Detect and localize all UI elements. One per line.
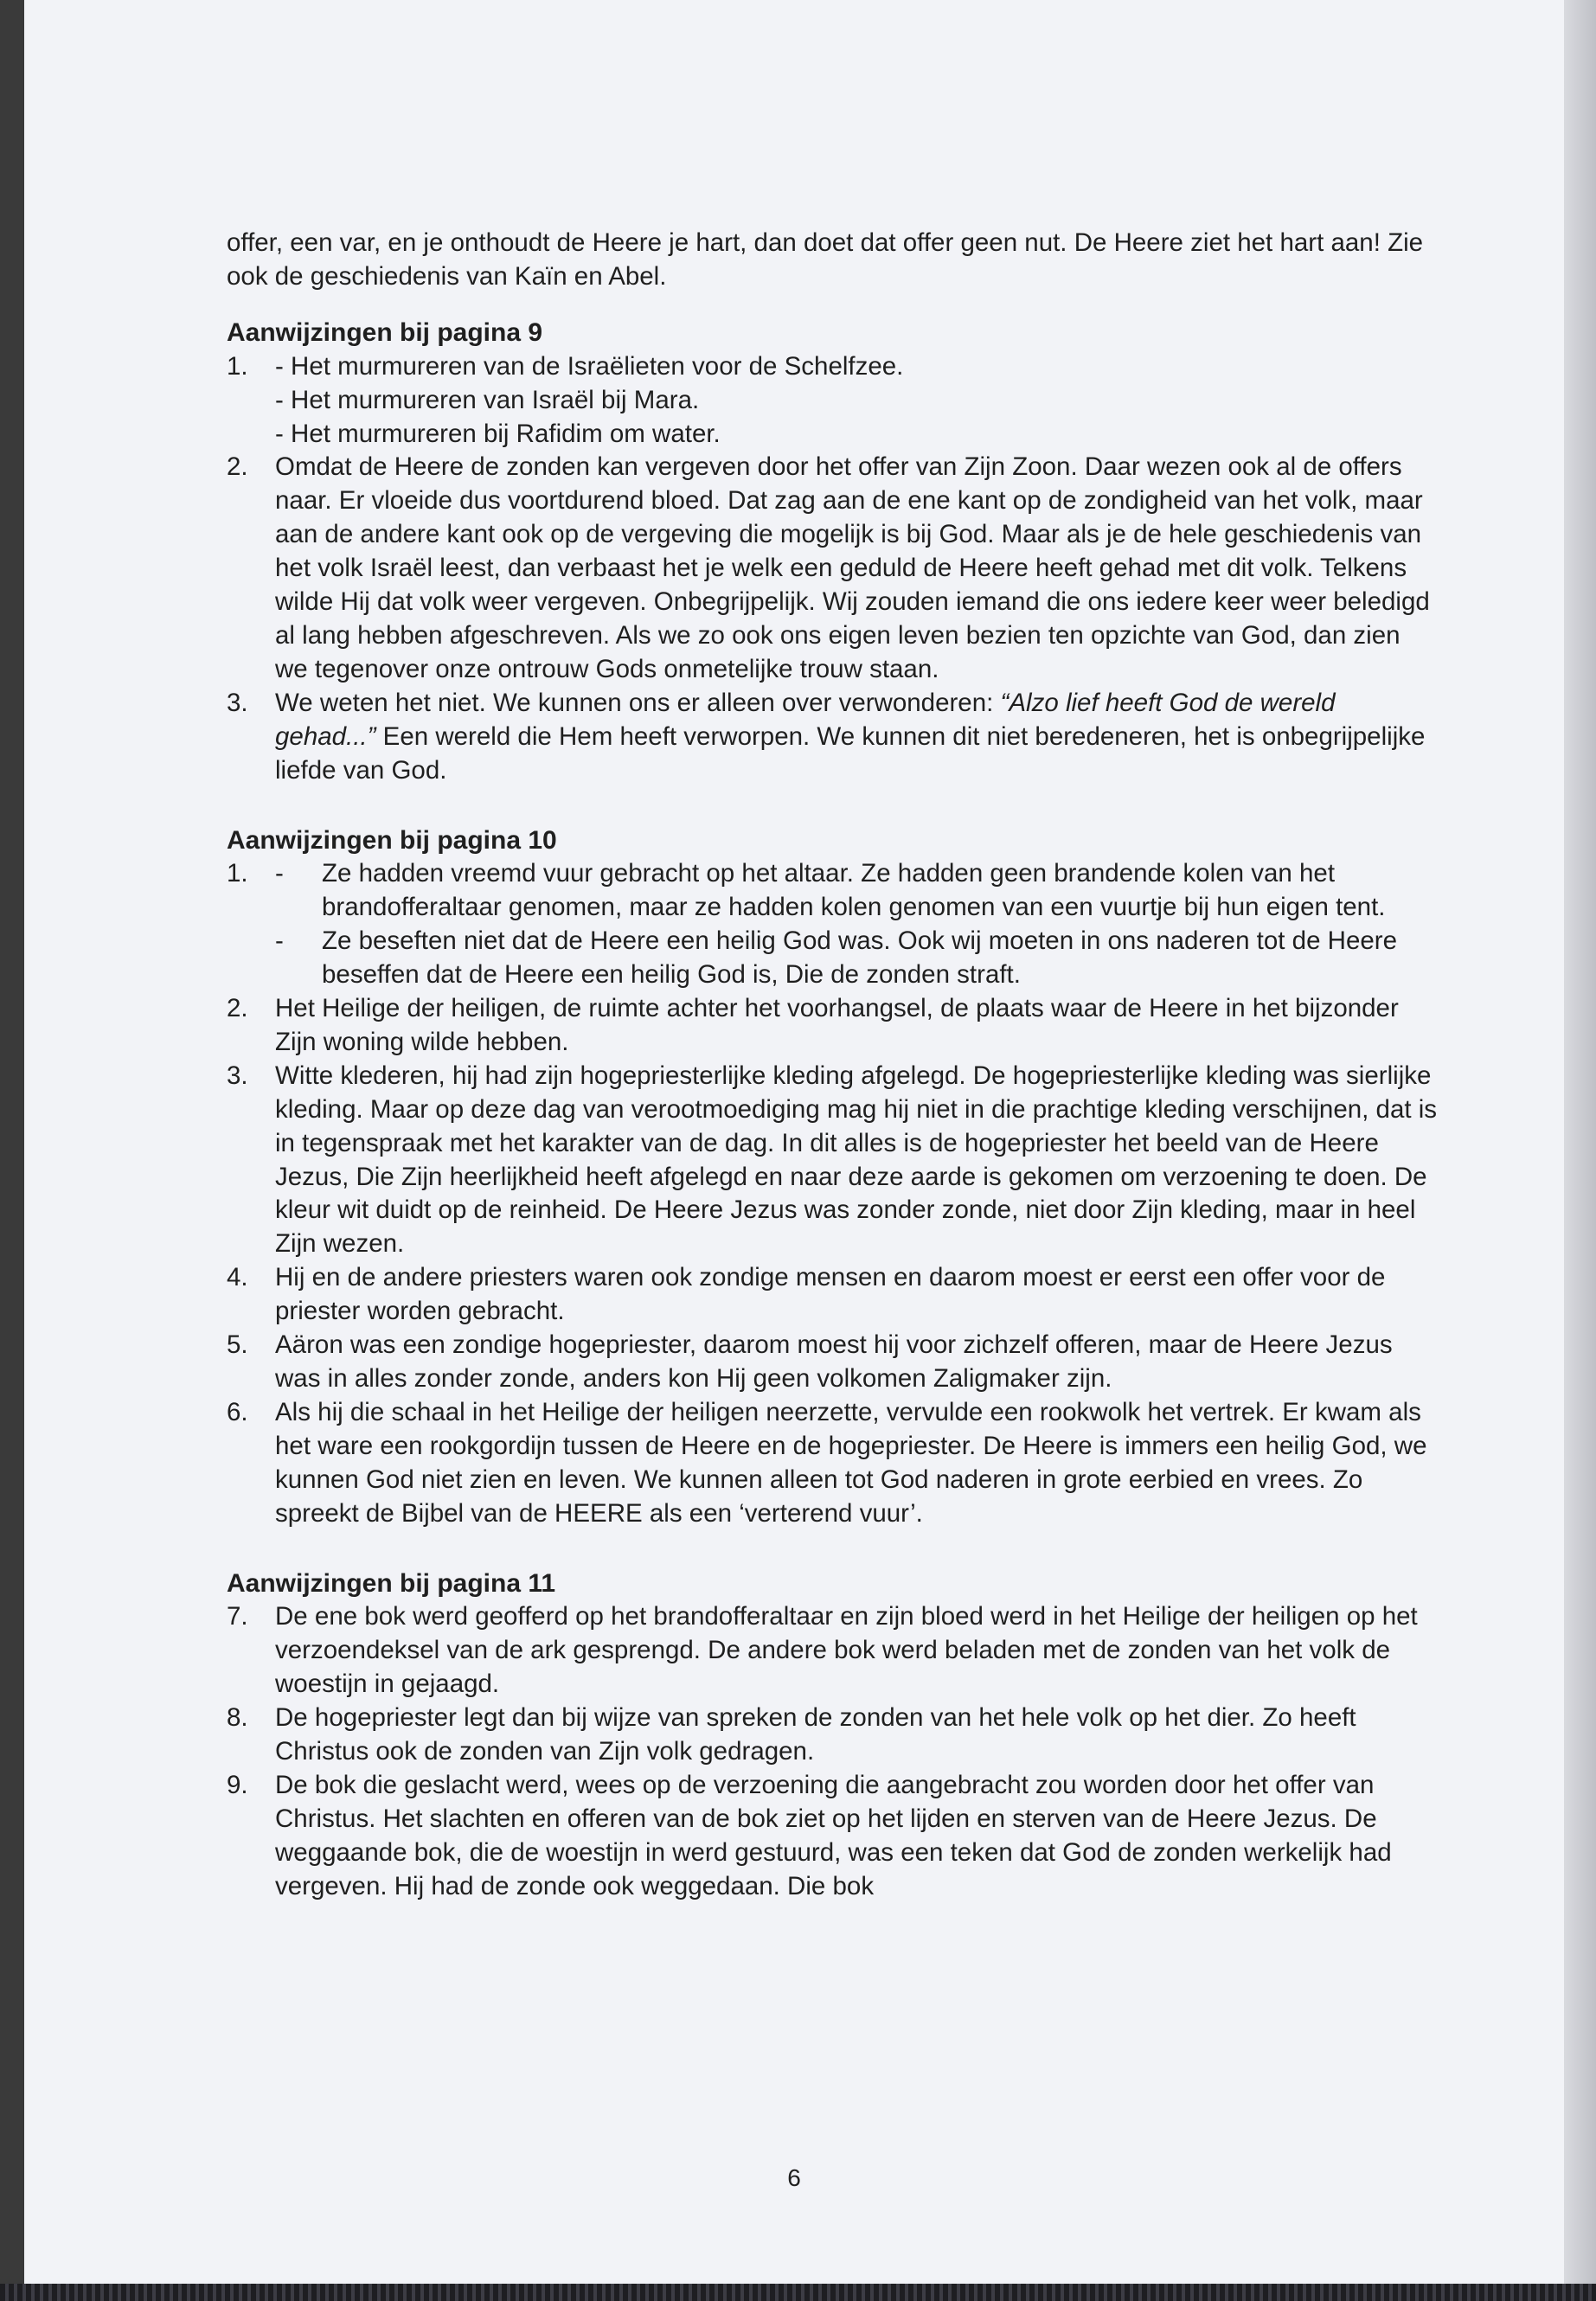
item-text: Omdat de Heere de zonden kan vergeven door het offer van Zijn Zoon. Daar wezen ook al de offers naar. Er vloeide dus voortdurend bloed. Dat zag aan de ene kant op de zondigheid van het volk, maar aan de andere kant ook op de vergeving die mogelijk is bij God. Maar als je de hele geschiedenis van het volk Israël leest, dan verbaast het je welk een geduld de Heere heeft gehad met dit volk. Telkens wilde Hij dat volk weer vergeven. Onbegrijpelijk. Wij zouden iemand die ons iedere keer weer beledigd al lang hebben afgeschreven. Als we zo ook ons eigen leven bezien ten opzichte van God, dan zien we tegenover onze ontrouw Gods onmetelijke trouw staan. <box>275 452 1430 683</box>
item-number: 1. <box>227 859 248 888</box>
page-edge-right <box>1564 0 1596 2301</box>
list-item <box>227 1396 1438 1531</box>
list-item <box>227 451 1438 686</box>
list-item <box>227 1600 1438 1702</box>
sub-item: - Ze beseften niet dat de Heere een heilig God was. Ook wij moeten in ons naderen tot de Heere beseffen dat de Heere een heilig God is, Die de zonden straft. <box>275 925 1438 992</box>
list-item <box>227 857 1438 992</box>
item-number: 9. <box>227 1770 248 1799</box>
list-item <box>227 1702 1438 1769</box>
list-item <box>227 1060 1438 1261</box>
list-line: - Het murmureren van de Israëlieten voor de Schelfzee. <box>275 351 904 381</box>
bible-quote: “Alzo lief heeft God de wereld gehad...” <box>275 688 1336 751</box>
sub-item-text: Ze hadden vreemd vuur gebracht op het altaar. Ze hadden geen brandende kolen van het brandofferaltaar genomen, maar ze hadden kolen genomen van een vuurtje bij hun eigen tent. <box>322 859 1386 922</box>
item-number: 1. <box>227 351 248 381</box>
item-number: 7. <box>227 1602 248 1631</box>
sub-item-text: Ze beseften niet dat de Heere een heilig God was. Ook wij moeten in ons naderen tot de Heere beseffen dat de Heere een heilig God is, Die de zonden straft. <box>322 926 1398 990</box>
item-number: 6. <box>227 1397 248 1426</box>
item-text-before: We weten het niet. We kunnen ons er alleen over verwonderen: <box>275 688 1001 717</box>
item-text: De ene bok werd geofferd op het brandofferaltaar en zijn bloed werd in het Heilige der heiligen op het verzoendeksel van de ark gesprengd. De andere bok werd beladen met de zonden van het volk de woestijn in gejaagd. <box>275 1602 1418 1699</box>
item-number: 3. <box>227 688 248 717</box>
item-text: De bok die geslacht werd, wees op de verzoening die aangebracht zou worden door het offer van Christus. Het slachten en offeren van de bok ziet op het lijden en sterven van de Heere Jezus. De weggaande bok, die de woestijn in werd gestuurd, was een teken dat God de zonden werkelijk had vergeven. Hij had de zonde ook weggedaan. Die bok <box>275 1770 1392 1900</box>
document-page <box>24 0 1564 2284</box>
page-content <box>227 227 1438 1904</box>
list-item <box>227 350 1438 452</box>
page-number: 6 <box>787 2164 801 2191</box>
item-text: De hogepriester legt dan bij wijze van spreken de zonden van het hele volk op het dier. Zo heeft Christus ook de zonden van Zijn volk gedragen. <box>275 1703 1356 1766</box>
section-title-pagina-10: Aanwijzingen bij pagina 10 <box>227 825 557 855</box>
item-text: Het Heilige der heiligen, de ruimte achter het voorhangsel, de plaats waar de Heere in het bijzonder Zijn woning wilde hebben. <box>275 994 1399 1056</box>
list-item <box>227 992 1438 1060</box>
list-item <box>227 1261 1438 1329</box>
list-line: - Het murmureren bij Rafidim om water. <box>275 419 721 448</box>
item-number: 8. <box>227 1703 248 1733</box>
list-line: - Het murmureren van Israël bij Mara. <box>275 385 700 414</box>
item-text: Witte klederen, hij had zijn hogepriesterlijke kleding afgelegd. De hogepriesterlijke kleding was sierlijke kleding. Maar op deze dag van verootmoediging mag hij niet in die prachtige kleding verschijnen, dat is in tegenspraak met het karakter van de dag. In dit alles is de hogepriester het beeld van de Heere Jezus, Die Zijn heerlijkheid heeft afgelegd en naar deze aarde is gekomen om verzoening te doen. De kleur wit duidt op de reinheid. De Heere Jezus was zonder zonde, niet door Zijn kleding, maar in heel Zijn wezen. <box>275 1061 1438 1259</box>
item-number: 3. <box>227 1061 248 1090</box>
item-text-after: Een wereld die Hem heeft verworpen. We kunnen dit niet beredeneren, het is onbegrijpelijke liefde van God. <box>275 721 1426 785</box>
item-number: 2. <box>227 994 248 1023</box>
section-title-pagina-9: Aanwijzingen bij pagina 9 <box>227 317 543 347</box>
section-title-pagina-11: Aanwijzingen bij pagina 11 <box>227 1568 556 1598</box>
item-number: 4. <box>227 1263 248 1292</box>
item-text: Aäron was een zondige hogepriester, daarom moest hij voor zichzelf offeren, maar de Heere Jezus was in alles zonder zonde, anders kon Hij geen volkomen Zaligmaker zijn. <box>275 1330 1393 1393</box>
sub-item: - Ze hadden vreemd vuur gebracht op het altaar. Ze hadden geen brandende kolen van het brandofferaltaar genomen, maar ze hadden kolen genomen van een vuurtje bij hun eigen tent. <box>275 857 1438 925</box>
item-text: Hij en de andere priesters waren ook zondige mensen en daarom moest er eerst een offer voor de priester worden gebracht. <box>275 1263 1386 1326</box>
item-number: 2. <box>227 452 248 482</box>
intro-paragraph: offer, een var, en je onthoudt de Heere je hart, dan doet dat offer geen nut. De Heere ziet het hart aan! Zie ook de geschiedenis van Kaïn en Abel. <box>227 228 1424 291</box>
item-text: Als hij die schaal in het Heilige der heiligen neerzette, vervulde een rookwolk het vertrek. Er kwam als het ware een rookgordijn tussen de Heere en de hogepriester. De Heere is immers een heilig God, we kunnen God niet zien en leven. We kunnen alleen tot God naderen in grote eerbied en vrees. Zo spreekt de Bijbel van de HEERE als een ‘verterend vuur’. <box>275 1397 1427 1528</box>
scan-edge-bottom <box>0 2284 1596 2301</box>
item-number: 5. <box>227 1330 248 1360</box>
list-item <box>227 1329 1438 1396</box>
item-text <box>275 687 1438 788</box>
list-item <box>227 1769 1438 1904</box>
list-item <box>227 687 1438 788</box>
